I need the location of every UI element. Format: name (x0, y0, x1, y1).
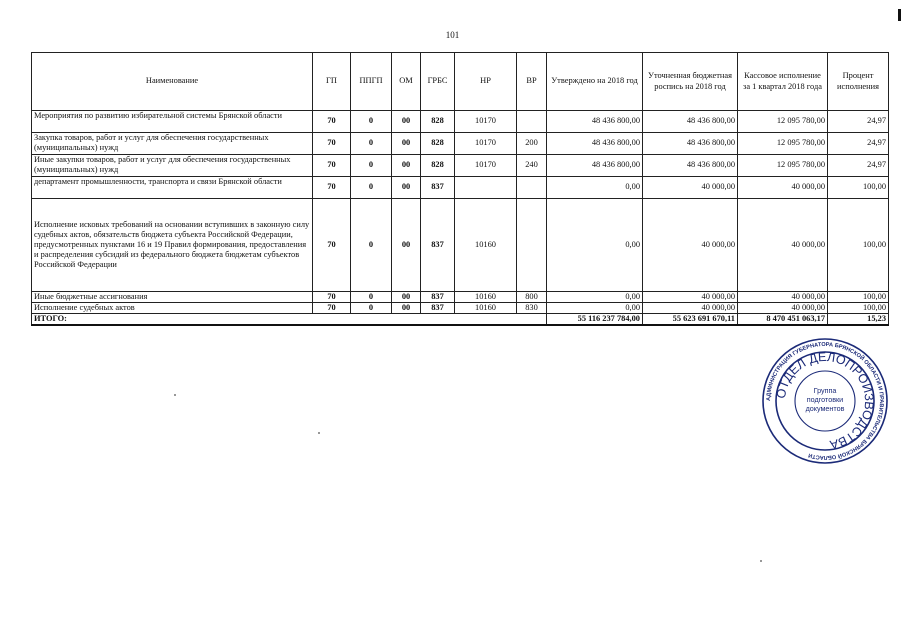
cell-cash: 40 000,00 (738, 292, 828, 303)
header-grbs: ГРБС (421, 53, 455, 111)
stamp-center-line: Группа (813, 386, 837, 395)
cell-nr: 10160 (455, 303, 517, 314)
cell-percent: 24,97 (828, 111, 889, 133)
cell-name: Мероприятия по развитию избирательной системы Брянской области (32, 111, 313, 133)
page-number: 101 (445, 30, 460, 40)
cell-om: 00 (392, 111, 421, 133)
total-cash: 8 470 451 063,17 (738, 314, 828, 326)
cell-vr (517, 177, 547, 199)
cell-cash: 40 000,00 (738, 303, 828, 314)
cell-vr: 200 (517, 133, 547, 155)
cell-grbs: 828 (421, 133, 455, 155)
scan-speck (760, 560, 762, 562)
cell-ppgp: 0 (351, 292, 392, 303)
cell-ppgp: 0 (351, 111, 392, 133)
cell-percent: 100,00 (828, 303, 889, 314)
header-gp: ГП (313, 53, 351, 111)
header-cash: Кассовое исполнение за 1 квартал 2018 года (738, 53, 828, 111)
cell-grbs: 837 (421, 303, 455, 314)
table-row (32, 133, 889, 155)
table-row (32, 155, 889, 177)
cell-refined: 48 436 800,00 (643, 111, 738, 133)
total-percent: 15,23 (828, 314, 889, 326)
cell-gp: 70 (313, 133, 351, 155)
scan-speck (318, 432, 320, 434)
header-ppgp: ППГП (351, 53, 392, 111)
cell-ppgp: 0 (351, 303, 392, 314)
cell-cash: 12 095 780,00 (738, 111, 828, 133)
cell-grbs: 837 (421, 177, 455, 199)
cell-refined: 40 000,00 (643, 292, 738, 303)
cell-nr: 10170 (455, 155, 517, 177)
cell-grbs: 828 (421, 111, 455, 133)
cell-gp: 70 (313, 292, 351, 303)
cell-vr (517, 111, 547, 133)
cell-ppgp: 0 (351, 133, 392, 155)
cell-vr: 800 (517, 292, 547, 303)
stamp-center-line: документов (805, 404, 845, 413)
cell-cash: 12 095 780,00 (738, 155, 828, 177)
cell-percent: 24,97 (828, 133, 889, 155)
header-vr: ВР (517, 53, 547, 111)
cell-approved: 0,00 (547, 199, 643, 292)
cell-approved: 48 436 800,00 (547, 155, 643, 177)
header-refined: Уточненная бюджетная роспись на 2018 год (643, 53, 738, 111)
cell-percent: 100,00 (828, 177, 889, 199)
cell-gp: 70 (313, 155, 351, 177)
stamp-outer-text: АДМИНИСТРАЦИЯ ГУБЕРНАТОРА БРЯНСКОЙ ОБЛАСТИ И ПРАВИТЕЛЬСТВА БРЯНСКОЙ ОБЛАСТИ (765, 341, 885, 461)
cell-grbs: 828 (421, 155, 455, 177)
header-om: ОМ (392, 53, 421, 111)
cell-grbs: 837 (421, 292, 455, 303)
cell-percent: 100,00 (828, 199, 889, 292)
cell-refined: 40 000,00 (643, 199, 738, 292)
cell-vr: 240 (517, 155, 547, 177)
cell-name: Закупка товаров, работ и услуг для обеспечения государственных (муниципальных) нужд (32, 133, 313, 155)
cell-name: Исполнение исковых требований на основании вступивших в законную силу судебных актов, обязательств бюджета субъекта Российской Федерации, предусмотренных пунктами 16 и 19 Правил формирования, предоставления и распределения субсидий из федерального бюджета бюджетам субъектов Российской Федерации (32, 199, 313, 292)
cell-name: Исполнение судебных актов (32, 303, 313, 314)
header-nr: НР (455, 53, 517, 111)
cell-approved: 0,00 (547, 303, 643, 314)
cell-refined: 48 436 800,00 (643, 155, 738, 177)
total-approved: 55 116 237 784,00 (547, 314, 643, 326)
header-name: Наименование (32, 53, 313, 111)
cell-ppgp: 0 (351, 199, 392, 292)
cell-cash: 40 000,00 (738, 177, 828, 199)
cell-ppgp: 0 (351, 177, 392, 199)
stamp-ring-text: ОТДЕЛ ДЕЛОПРОИЗВОДСТВА (773, 349, 877, 452)
cell-vr: 830 (517, 303, 547, 314)
cell-nr: 10170 (455, 133, 517, 155)
cell-om: 00 (392, 303, 421, 314)
cell-name: Иные закупки товаров, работ и услуг для обеспечения государственных (муниципальных) нужд (32, 155, 313, 177)
cell-gp: 70 (313, 111, 351, 133)
cell-name: департамент промышленности, транспорта и связи Брянской области (32, 177, 313, 199)
cell-nr: 10160 (455, 199, 517, 292)
cell-name: Иные бюджетные ассигнования (32, 292, 313, 303)
cell-nr: 10160 (455, 292, 517, 303)
total-label: ИТОГО: (32, 314, 547, 326)
budget-table (31, 52, 889, 326)
cell-cash: 40 000,00 (738, 199, 828, 292)
cell-approved: 0,00 (547, 177, 643, 199)
header-percent: Процент исполнения (828, 53, 889, 111)
table-row (32, 111, 889, 133)
cell-grbs: 837 (421, 199, 455, 292)
table-header-row (32, 53, 889, 111)
cell-refined: 40 000,00 (643, 303, 738, 314)
total-row (32, 314, 889, 326)
cell-percent: 24,97 (828, 155, 889, 177)
table-row (32, 303, 889, 314)
table-row (32, 292, 889, 303)
office-stamp (761, 337, 889, 465)
cell-cash: 12 095 780,00 (738, 133, 828, 155)
cell-approved: 48 436 800,00 (547, 111, 643, 133)
cell-percent: 100,00 (828, 292, 889, 303)
stamp-center-line: подготовки (806, 395, 844, 404)
cell-om: 00 (392, 155, 421, 177)
cell-om: 00 (392, 133, 421, 155)
table-row (32, 199, 889, 292)
scan-edge-mark (898, 9, 901, 21)
table-row (32, 177, 889, 199)
scan-speck (174, 394, 176, 396)
cell-nr: 10170 (455, 111, 517, 133)
cell-refined: 48 436 800,00 (643, 133, 738, 155)
cell-approved: 48 436 800,00 (547, 133, 643, 155)
cell-approved: 0,00 (547, 292, 643, 303)
cell-om: 00 (392, 292, 421, 303)
cell-om: 00 (392, 199, 421, 292)
cell-om: 00 (392, 177, 421, 199)
cell-refined: 40 000,00 (643, 177, 738, 199)
cell-gp: 70 (313, 177, 351, 199)
cell-gp: 70 (313, 199, 351, 292)
cell-gp: 70 (313, 303, 351, 314)
total-refined: 55 623 691 670,11 (643, 314, 738, 326)
header-approved: Утверждено на 2018 год (547, 53, 643, 111)
cell-nr (455, 177, 517, 199)
cell-vr (517, 199, 547, 292)
cell-ppgp: 0 (351, 155, 392, 177)
